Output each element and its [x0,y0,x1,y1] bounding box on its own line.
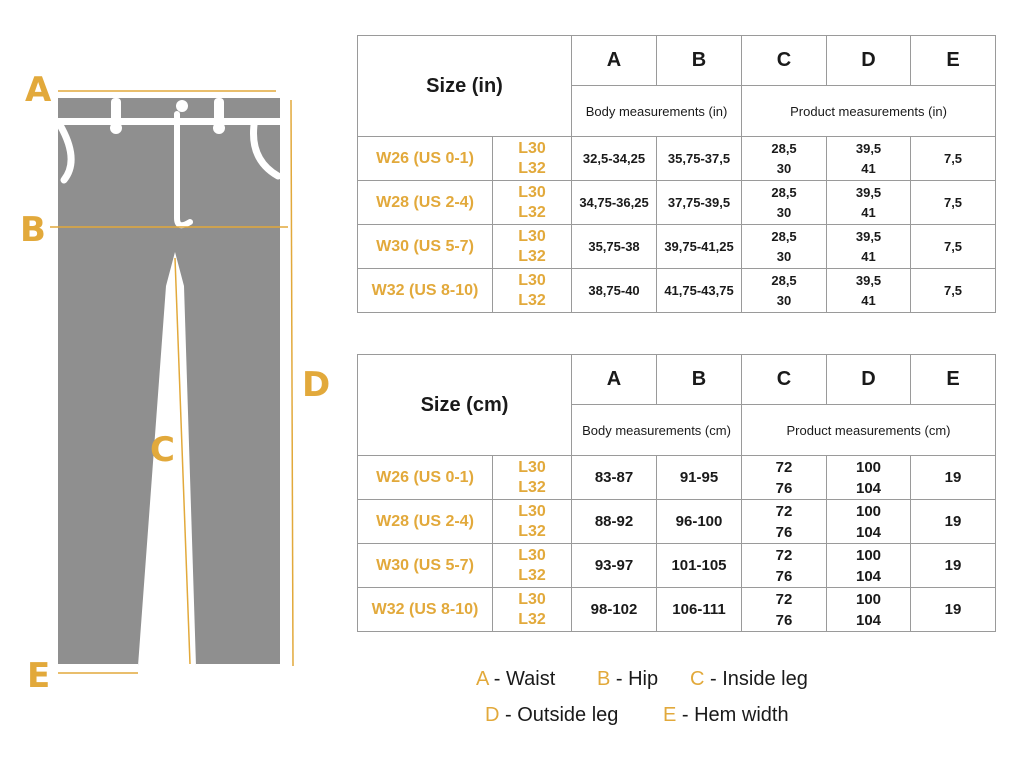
outside-leg-value: 104 [855,567,882,585]
column-header-e: E [911,355,996,405]
table-row [358,588,996,632]
length-cell [493,225,572,269]
hem-width-cell: 7,5 [911,181,996,225]
outside-leg-value: 104 [855,611,882,629]
inside-leg-cell [742,181,827,225]
size-cell: W30 (US 5-7) [358,225,493,269]
length-value: L32 [518,566,546,584]
column-header-d: D [827,36,911,86]
inside-leg-value: 76 [775,611,793,629]
legend-label: - Waist [488,668,556,690]
column-header-c: C [742,355,827,405]
column-header-b: B [657,36,742,86]
length-cell [493,544,572,588]
pants-silhouette [58,98,280,669]
inside-leg-value: 76 [775,479,793,497]
inside-leg-cell [742,225,827,269]
size-table-centimeters [357,354,996,632]
length-value: L32 [518,610,546,628]
legend-item-waist [476,668,555,691]
waist-cell: 88-92 [572,500,657,544]
legend-label: - Inside leg [704,668,808,690]
outside-leg-value: 41 [861,160,876,176]
outside-leg-value: 41 [861,248,876,264]
outside-leg-cell [827,544,911,588]
hip-cell: 35,75-37,5 [657,137,742,181]
body-measurements-header: Body measurements (in) [572,86,742,137]
outside-leg-value: 100 [855,590,882,608]
length-value: L32 [518,522,546,540]
label-c: C [150,430,175,470]
outside-leg-value: 41 [861,292,876,308]
inside-leg-value: 28,5 [771,228,797,244]
inside-leg-value: 72 [775,546,793,564]
hip-cell: 37,75-39,5 [657,181,742,225]
inside-leg-value: 30 [776,292,792,308]
inside-leg-cell [742,269,827,313]
outside-leg-cell [827,588,911,632]
label-b: B [20,210,46,250]
length-value: L30 [518,546,546,564]
outside-leg-value: 39,5 [855,184,882,200]
length-cell [493,500,572,544]
length-value: L32 [518,478,546,496]
outside-leg-cell [827,269,911,313]
legend-key: D [485,704,500,726]
table-row [358,269,996,313]
size-cell: W26 (US 0-1) [358,137,493,181]
hem-width-cell: 7,5 [911,269,996,313]
outside-leg-line [291,100,293,666]
length-cell [493,181,572,225]
inside-leg-value: 28,5 [771,272,797,288]
inside-leg-value: 72 [775,590,793,608]
hip-cell: 96-100 [657,500,742,544]
legend-key: B [597,668,611,690]
hem-width-cell: 19 [911,544,996,588]
hip-cell: 41,75-43,75 [657,269,742,313]
hem-width-cell: 7,5 [911,225,996,269]
hem-width-cell: 7,5 [911,137,996,181]
waist-cell: 83-87 [572,456,657,500]
waist-cell: 38,75-40 [572,269,657,313]
legend-key: C [690,668,705,690]
hip-cell: 101-105 [657,544,742,588]
waist-cell: 34,75-36,25 [572,181,657,225]
size-cell: W28 (US 2-4) [358,500,493,544]
label-e: E [27,656,51,696]
length-value: L30 [518,227,546,245]
inside-leg-value: 72 [775,458,793,476]
label-d: D [302,365,331,405]
size-cell: W32 (US 8-10) [358,588,493,632]
column-header-a: A [572,36,657,86]
hem-width-cell: 19 [911,500,996,544]
length-value: L30 [518,458,546,476]
length-value: L30 [518,590,546,608]
legend-item-outside-leg [485,704,618,727]
length-value: L30 [518,502,546,520]
legend-label: - Hip [610,668,659,690]
outside-leg-value: 104 [855,523,882,541]
legend-item-hip [597,668,658,691]
size-cell: W28 (US 2-4) [358,181,493,225]
length-cell [493,588,572,632]
hem-width-cell: 19 [911,456,996,500]
table-title: Size (cm) [358,355,572,456]
hem-width-cell: 19 [911,588,996,632]
outside-leg-cell [827,225,911,269]
length-value: L30 [518,271,546,289]
outside-leg-cell [827,137,911,181]
label-a: A [25,70,52,110]
pants-illustration [0,0,340,768]
table-title: Size (in) [358,36,572,137]
outside-leg-value: 39,5 [855,228,882,244]
hip-cell: 39,75-41,25 [657,225,742,269]
waist-cell: 32,5-34,25 [572,137,657,181]
body-measurements-header: Body measurements (cm) [572,405,742,456]
waist-cell: 35,75-38 [572,225,657,269]
length-value: L30 [518,183,546,201]
legend-key: A [476,668,489,690]
product-measurements-header: Product measurements (in) [742,86,996,137]
column-header-a: A [572,355,657,405]
inside-leg-value: 72 [775,502,793,520]
table-row [358,137,996,181]
outside-leg-value: 104 [855,479,882,497]
product-measurements-header: Product measurements (cm) [742,405,996,456]
inside-leg-cell [742,544,827,588]
outside-leg-value: 39,5 [855,272,882,288]
inside-leg-cell [742,456,827,500]
outside-leg-value: 39,5 [855,140,882,156]
outside-leg-value: 41 [861,204,876,220]
inside-leg-cell [742,137,827,181]
inside-leg-value: 30 [776,160,792,176]
length-cell [493,137,572,181]
table-row [358,181,996,225]
inside-leg-value: 30 [776,204,792,220]
length-value: L32 [518,159,546,177]
hip-cell: 91-95 [657,456,742,500]
hip-cell: 106-111 [657,588,742,632]
waist-cell: 93-97 [572,544,657,588]
length-value: L32 [518,291,546,309]
column-header-c: C [742,36,827,86]
table-row [358,500,996,544]
outside-leg-cell [827,181,911,225]
outside-leg-cell [827,456,911,500]
legend-key: E [663,704,677,726]
length-value: L30 [518,139,546,157]
length-cell [493,456,572,500]
legend-label: - Outside leg [499,704,619,726]
column-header-b: B [657,355,742,405]
size-table-inches [357,35,996,313]
outside-leg-value: 100 [855,546,882,564]
column-header-d: D [827,355,911,405]
inside-leg-value: 28,5 [771,184,797,200]
length-cell [493,269,572,313]
inside-leg-value: 30 [776,248,792,264]
waist-cell: 98-102 [572,588,657,632]
size-cell: W30 (US 5-7) [358,544,493,588]
legend-label: - Hem width [676,704,789,726]
table-row [358,225,996,269]
inside-leg-value: 28,5 [771,140,797,156]
legend-item-inside-leg [690,668,808,691]
legend-item-hem-width [663,704,789,727]
length-value: L32 [518,247,546,265]
outside-leg-cell [827,500,911,544]
table-row [358,456,996,500]
inside-leg-value: 76 [775,567,793,585]
inside-leg-cell [742,500,827,544]
column-header-e: E [911,36,996,86]
inside-leg-value: 76 [775,523,793,541]
table-row [358,544,996,588]
size-cell: W26 (US 0-1) [358,456,493,500]
size-cell: W32 (US 8-10) [358,269,493,313]
inside-leg-cell [742,588,827,632]
outside-leg-value: 100 [855,458,882,476]
outside-leg-value: 100 [855,502,882,520]
length-value: L32 [518,203,546,221]
